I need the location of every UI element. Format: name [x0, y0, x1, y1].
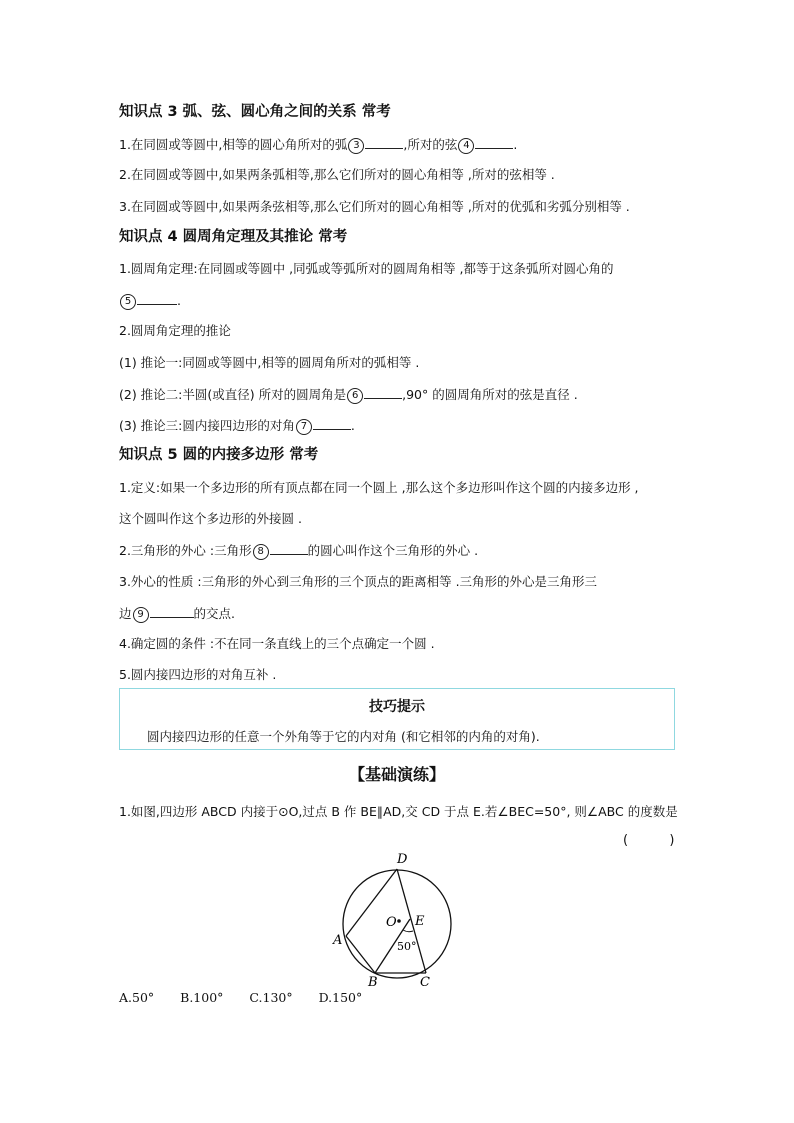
kp3-line-1-text-a: 1.在同圆或等圆中,相等的圆心角所对的弧: [119, 137, 348, 152]
kp5-line-3-text-a: 2.三角形的外心 :三角形: [119, 543, 252, 558]
kp3-line-1-text-b: ,所对的弦: [403, 137, 458, 152]
kp4-line-1-cont: [119, 292, 181, 310]
fill-blank-8[interactable]: [270, 542, 308, 555]
choice-c[interactable]: C.130°: [249, 990, 293, 1005]
kp4-line-1-end: .: [177, 293, 181, 308]
label-e: E: [415, 914, 425, 929]
kp3-heading: 知识点 3 弧、弦、圆心角之间的关系 常考: [119, 104, 391, 120]
kp5-line-3-text-b: 的圆心叫作这个三角形的外心 .: [307, 543, 479, 558]
choice-b[interactable]: B.100°: [180, 990, 224, 1005]
kp4-line-4-text-a: (2) 推论二:半圆(或直径) 所对的圆周角是: [119, 387, 347, 402]
circle-o: [343, 870, 451, 978]
blank-number-9: 9: [133, 607, 149, 623]
fill-blank-4[interactable]: [475, 136, 513, 149]
kp4-line-4-text-b: ,90° 的圆周角所对的弦是直径 .: [402, 387, 578, 402]
kp3-line-2: 2.在同圆或等圆中,如果两条弧相等,那么它们所对的圆心角相等 ,所对的弦相等 .: [119, 167, 555, 182]
kp5-line-5-text-b: 的交点.: [193, 606, 235, 621]
kp4-heading: 知识点 4 圆周角定理及其推论 常考: [119, 229, 348, 245]
kp4-line-1: 1.圆周角定理:在同圆或等圆中 ,同弧或等弧所对的圆周角相等 ,都等于这条弧所对圆心角的: [119, 261, 614, 276]
practice-title: 【基础演练】: [348, 765, 445, 784]
kp5-line-2: 这个圆叫作这个多边形的外接圆 .: [119, 511, 302, 526]
tip-title: 技巧提示: [369, 699, 425, 715]
kp5-heading: 知识点 5 圆的内接多边形 常考: [119, 447, 319, 463]
fill-blank-6[interactable]: [364, 386, 402, 399]
fill-blank-7[interactable]: [313, 417, 351, 430]
label-o: O: [386, 915, 397, 930]
kp5-line-7: 5.圆内接四边形的对角互补 .: [119, 667, 277, 682]
kp5-line-4: 3.外心的性质 :三角形的外心到三角形的三个顶点的距离相等 .三角形的外心是三角形三: [119, 574, 598, 589]
fill-blank-9[interactable]: [150, 605, 194, 618]
fill-blank-3[interactable]: [365, 136, 403, 149]
choice-a[interactable]: A.50°: [119, 990, 155, 1005]
choice-d[interactable]: D.150°: [318, 990, 363, 1005]
segment-ab: [346, 936, 375, 973]
question-1: 1.如图,四边形 ABCD 内接于⊙O,过点 B 作 BE∥AD,交 CD 于点 E.若∠BEC=50°, 则∠ABC 的度数是: [119, 804, 678, 819]
label-angle-50: 50°: [397, 940, 417, 953]
center-point: [397, 919, 401, 923]
kp5-line-6: 4.确定圆的条件 :不在同一条直线上的三个点确定一个圆 .: [119, 636, 435, 651]
kp4-line-4: [119, 386, 578, 404]
blank-number-8: 8: [253, 544, 269, 560]
answer-parentheses[interactable]: ( ): [623, 833, 675, 848]
circle-quadrilateral-figure: [330, 852, 460, 987]
tip-box: [119, 688, 675, 750]
kp3-line-3: 3.在同圆或等圆中,如果两条弦相等,那么它们所对的圆心角相等 ,所对的优弧和劣弧分别相等 .: [119, 199, 630, 214]
kp5-line-3: [119, 542, 478, 560]
kp4-line-2: 2.圆周角定理的推论: [119, 323, 231, 338]
label-c: C: [420, 975, 430, 987]
kp4-line-3: (1) 推论一:同圆或等圆中,相等的圆周角所对的弧相等 .: [119, 355, 420, 370]
kp4-line-5-end: .: [350, 418, 355, 433]
kp4-line-5: [119, 417, 355, 435]
blank-number-5: 5: [120, 294, 136, 310]
kp5-line-5-text-a: 边: [119, 606, 132, 621]
kp5-line-1: 1.定义:如果一个多边形的所有顶点都在同一个圆上 ,那么这个多边形叫作这个圆的内接多边形 ,: [119, 480, 639, 495]
blank-number-3: 3: [348, 138, 364, 154]
tip-text: 圆内接四边形的任意一个外角等于它的内对角 (和它相邻的内角的对角).: [147, 729, 540, 744]
angle-arc: [403, 930, 413, 932]
kp5-line-5: [119, 605, 235, 623]
kp3-line-1-end: .: [513, 137, 518, 152]
kp3-line-1: [119, 136, 517, 154]
label-a: A: [333, 933, 343, 948]
label-b: B: [368, 975, 378, 987]
kp4-line-5-text-a: (3) 推论三:圆内接四边形的对角: [119, 418, 295, 433]
fill-blank-5[interactable]: [137, 292, 177, 305]
blank-number-6: 6: [347, 388, 363, 404]
answer-choices: [119, 990, 384, 1005]
blank-number-4: 4: [458, 138, 474, 154]
label-d: D: [397, 852, 408, 867]
blank-number-7: 7: [296, 419, 312, 435]
